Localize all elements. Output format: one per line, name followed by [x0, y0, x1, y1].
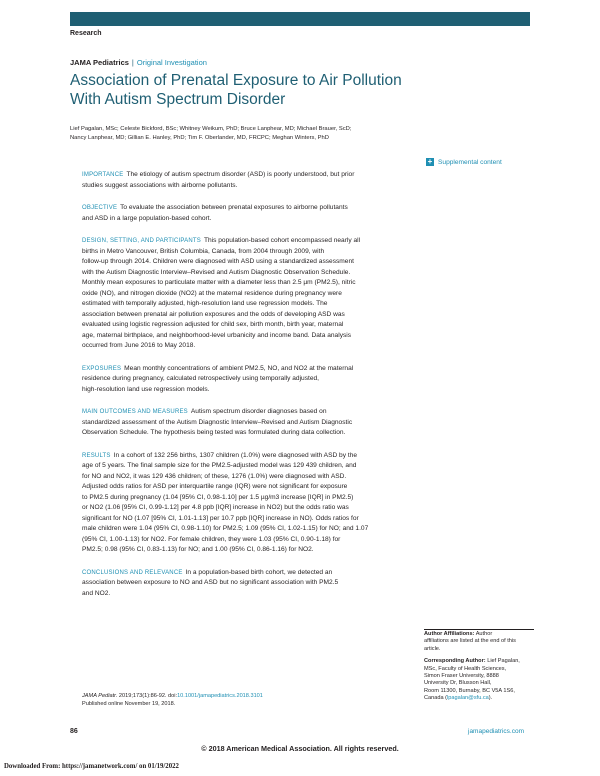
abstract-line: association between prenatal air pollution exposures and the odds of developing ASD was	[82, 310, 345, 318]
abstract-text: Mean monthly concentrations of ambient PM2.5, NO, and NO2 at the maternal	[124, 364, 354, 372]
abstract-heading: IMPORTANCE	[82, 172, 124, 178]
affiliations-divider	[424, 629, 534, 630]
abstract-line: or NO2 (1.06 [95% CI, 0.99-1.12] per 4.8 ppb [IQR] increase in NO2) but the odds ratio was	[82, 504, 349, 511]
abstract-line: Observation Schedule. The hypothesis being tested was formulated during data collection.	[82, 429, 346, 436]
title-line: Association of Prenatal Exposure to Air Pollution	[70, 72, 402, 89]
abstract-line: male children were 1.04 (95% CI, 0.98-1.10) for PM2.5; 1.09 (95% CI, 1.02-1.15) for NO; and 1.07	[82, 525, 369, 532]
abstract-line	[82, 203, 404, 214]
affil-text: Author	[475, 631, 493, 637]
separator: |	[131, 58, 134, 67]
abstract-line: and NO2.	[82, 589, 111, 597]
abstract-line: PM2.5; 0.98 (95% CI, 0.83-1.13) for NO; and 1.00 (95% CI, 0.86-1.16) for NO2.	[82, 546, 314, 553]
abstract-line: Adjusted odds ratios for ASD per interquartile range (IQR) were not significant for exposure	[82, 483, 348, 490]
abstract-line: for NO and NO2, it was 129 436 children; of these, 1276 (1.0%) were diagnosed with ASD.	[82, 472, 347, 480]
abstract-heading: CONCLUSIONS AND RELEVANCE	[82, 569, 183, 576]
abstract	[82, 170, 404, 611]
abstract-line: Monthly mean exposures to particulate matter with a diameter less than 2.5 µm (PM2.5), nitric	[82, 279, 356, 286]
abstract-line: follow-up through 2014. Children were diagnosed with ASD using a standardized assessment	[82, 258, 354, 265]
article-type: Original Investigation	[136, 58, 207, 67]
abstract-line: age, maternal birthplace, and neighborhood-level urbanicity and income band. Data analysis	[82, 331, 352, 339]
affil-text: article.	[424, 645, 441, 652]
corr-text: Lief Pagalan,	[487, 658, 520, 665]
abstract-text: The etiology of autism spectrum disorder (ASD) is poorly understood, but prior	[126, 171, 355, 178]
abstract-heading: DESIGN, SETTING, AND PARTICIPANTS	[82, 238, 201, 244]
abstract-line	[82, 451, 404, 462]
doi-link[interactable]: 10.1001/jamapediatrics.2018.3101	[177, 693, 263, 699]
abstract-heading: OBJECTIVE	[82, 205, 118, 211]
copyright: © 2018 American Medical Association. All rights reserved.	[201, 744, 399, 753]
author-list	[70, 125, 490, 142]
corr-text: Simon Fraser University, 8888	[424, 673, 499, 680]
abstract-line: (95% CI, 1.00-1.13) for NO2. For female children, they were 1.03 (95% CI, 0.90-1.18) for	[82, 535, 341, 543]
citation	[82, 692, 263, 708]
abstract-line: age of 5 years. The final sample size for the PM2.5-adjusted model was 129 439 children, and	[82, 462, 357, 469]
published-date: Published online November 19, 2018.	[82, 701, 176, 707]
corr-text: University Dr, Blusson Hall,	[424, 680, 492, 687]
citation-journal: JAMA Pediatr.	[82, 693, 118, 699]
abstract-line: studies suggest associations with airborne pollutants.	[82, 181, 238, 189]
corr-text: MSc, Faculty of Health Sciences,	[424, 665, 507, 672]
abstract-text: In a population-based birth cohort, we detected an	[185, 568, 333, 576]
abstract-heading: RESULTS	[82, 452, 111, 459]
abstract-heading: MAIN OUTCOMES AND MEASURES	[82, 409, 188, 415]
email-link[interactable]: lpagalan@sfu.ca	[447, 695, 489, 702]
corresponding-author	[424, 658, 534, 702]
abstract-line	[82, 407, 404, 418]
abstract-line: to PM2.5 during pregnancy (1.04 [95% CI, 0.98-1.10] per 1.5 µg/m3 increase [IQR] in PM2.5)	[82, 493, 354, 501]
download-stamp: Downloaded From: https://jamanetwork.com/ on 01/19/2022	[4, 763, 179, 770]
abstract-text: In a cohort of 132 256 births, 1307 children (1.0%) were diagnosed with ASD by the	[113, 451, 358, 459]
abstract-line: births in Metro Vancouver, British Columbia, Canada, from 2004 through 2009, with	[82, 247, 325, 255]
header-bar	[70, 12, 530, 26]
abstract-line: high-resolution land use regression models.	[82, 385, 210, 393]
page-number: 86	[70, 728, 78, 735]
abstract-section-results	[82, 451, 404, 556]
title-line: With Autism Spectrum Disorder	[70, 91, 286, 108]
corr-text: Canada (	[424, 695, 448, 702]
abstract-text: This population-based cohort encompassed nearly all	[203, 237, 361, 244]
affil-heading: Author Affiliations:	[424, 631, 475, 637]
corr-text: Room 11300, Burnaby, BC V5A 1S6,	[424, 687, 515, 694]
abstract-line: significant for NO (1.07 [95% CI, 1.01-1.13] per 10.7 ppb [IQR] increase in NO). Odds ratios for	[82, 514, 359, 522]
abstract-line	[82, 236, 404, 247]
affiliations-box	[424, 631, 534, 708]
abstract-section-design-setting-and-participants	[82, 236, 404, 352]
article-title	[70, 71, 490, 109]
abstract-line: estimated with temporally adjusted, high-resolution land use regression models. The	[82, 300, 328, 307]
abstract-text: Autism spectrum disorder diagnoses based on	[190, 408, 327, 415]
abstract-line	[82, 364, 404, 375]
affil-text: affiliations are listed at the end of this	[424, 638, 516, 645]
author-line: Lief Pagalan, MSc; Celeste Bickford, BSc; Whitney Weikum, PhD; Bruce Lanphear, MD; Michael Brauer, ScD;	[70, 126, 352, 132]
section-label: Research	[70, 30, 102, 37]
journal-name: JAMA Pediatrics	[70, 58, 129, 67]
journal-site-link[interactable]: jamapediatrics.com	[468, 728, 524, 735]
author-line: Nancy Lanphear, MD; Gillian E. Hanley, PhD; Tim F. Oberlander, MD, FRCPC; Meghan Winters, PhD	[70, 134, 329, 141]
journal-line	[70, 58, 207, 67]
abstract-line: occurred from June 2016 to May 2018.	[82, 342, 196, 349]
abstract-line: association between exposure to NO and ASD but no significant association with PM2.5	[82, 579, 339, 586]
abstract-section-exposures	[82, 364, 404, 396]
abstract-text: To evaluate the association between prenatal exposures to airborne pollutants	[120, 204, 348, 211]
citation-ref: 2019;173(1):86-92. doi:	[118, 693, 178, 699]
corr-text: ).	[488, 695, 493, 702]
abstract-line: evaluated using logistic regression adjusted for child sex, birth month, birth year, maternal	[82, 321, 344, 328]
abstract-section-importance	[82, 170, 404, 191]
corr-heading: Corresponding Author:	[424, 658, 486, 665]
abstract-line: residence during pregnancy, calculated retrospectively using temporally adjusted,	[82, 375, 320, 382]
abstract-section-objective	[82, 203, 404, 224]
plus-box-icon: +	[427, 157, 433, 166]
supplemental-content-link[interactable]	[426, 158, 502, 166]
abstract-line	[82, 170, 404, 181]
author-affiliations	[424, 631, 534, 653]
abstract-section-main-outcomes-and-measures	[82, 407, 404, 439]
abstract-line	[82, 568, 404, 579]
abstract-heading: EXPOSURES	[82, 365, 122, 372]
abstract-line: and ASD in a large population-based cohort.	[82, 214, 212, 222]
abstract-section-conclusions-and-relevance	[82, 568, 404, 600]
abstract-line: standardized assessment of the Autism Diagnostic Interview–Revised and Autism Diagnostic	[82, 418, 353, 426]
abstract-line: oxide (NO), and nitrogen dioxide (NO2) at the maternal residence during pregnancy were	[82, 289, 342, 297]
abstract-line: with the Autism Diagnostic Interview–Revised and Autism Diagnostic Observation Schedule.	[82, 268, 351, 276]
supplemental-label: Supplemental content	[438, 158, 502, 166]
